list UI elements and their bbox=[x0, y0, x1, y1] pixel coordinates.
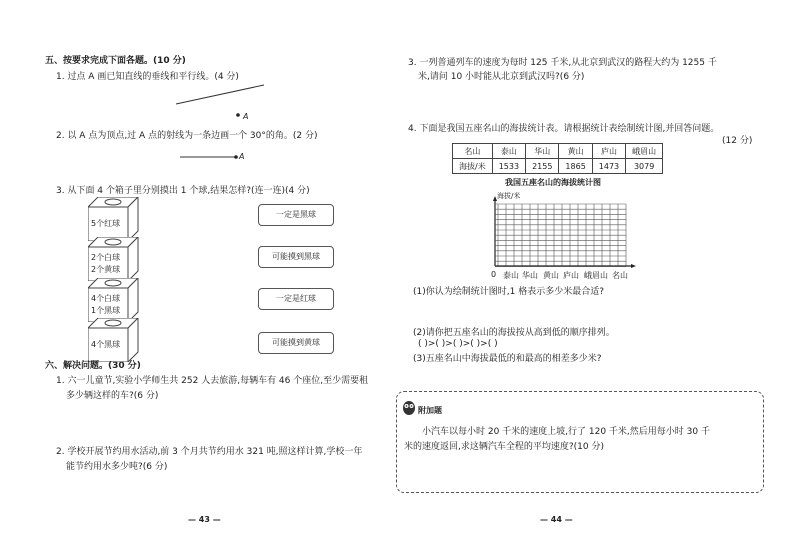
sub-question-2-blanks[interactable]: ( )>( )>( )>( )>( ) bbox=[418, 339, 498, 349]
chart-xlabel: 名山 bbox=[612, 271, 628, 280]
table-cell: 3079 bbox=[626, 159, 663, 174]
ball-box-4[interactable] bbox=[88, 318, 144, 362]
table-cell: 黄山 bbox=[559, 144, 592, 159]
box-1-line: 5个红球 bbox=[91, 219, 121, 228]
chart-xlabel: 庐山 bbox=[563, 271, 579, 280]
table-cell: 2155 bbox=[526, 159, 559, 174]
table-cell: 海拔/米 bbox=[453, 159, 493, 174]
page-number-left: — 43 — bbox=[188, 515, 221, 524]
section5-q2: 2. 以 A 点为顶点,过 A 点的射线为一条边画一个 30°的角。(2 分) bbox=[56, 131, 318, 141]
table-cell: 峨眉山 bbox=[626, 144, 663, 159]
section6-q1-line2: 多少辆这样的车?(6 分) bbox=[66, 391, 159, 401]
q1-point-label: A bbox=[243, 112, 249, 121]
chart-grid bbox=[490, 196, 640, 270]
ball-box-3[interactable] bbox=[88, 278, 144, 322]
given-line bbox=[176, 85, 264, 104]
table-header-row bbox=[453, 144, 663, 159]
section5-heading: 五、按要求完成下面各题。(10 分) bbox=[45, 56, 186, 66]
option-certain-red[interactable]: 一定是红球 bbox=[258, 288, 334, 310]
chart-xlabel: 华山 bbox=[522, 271, 538, 280]
table-row bbox=[453, 159, 663, 174]
section5-q3: 3. 从下面 4 个箱子里分别摸出 1 个球,结果怎样?(连一连)(4 分) bbox=[56, 186, 310, 196]
sub-question-3: (3)五座名山中海拔最低的和最高的相差多少米? bbox=[413, 354, 602, 364]
q2-point-label: A bbox=[239, 152, 245, 161]
right-q4-score: (12 分) bbox=[722, 136, 753, 146]
box-2-line-1: 2个白球 bbox=[91, 253, 121, 262]
sub-question-2: (2)请你把五座名山的海拔按从高到低的顺序排列。 bbox=[413, 328, 615, 338]
chart-ylabel: 海拔/米 bbox=[497, 192, 521, 200]
sub-question-1: (1)你认为绘制统计图时,1 格表示多少米最合适? bbox=[413, 287, 604, 297]
chart-xlabel: 黄山 bbox=[543, 271, 559, 280]
bonus-line-1: 小汽车以每小时 20 千米的速度上坡,行了 120 千米,然后用每小时 30 千 bbox=[422, 427, 710, 437]
q2-ray bbox=[178, 152, 240, 162]
box-3-line-2: 1个黑球 bbox=[91, 306, 121, 315]
box-4-line: 4个黑球 bbox=[91, 340, 121, 349]
section6-heading: 六、解决问题。(30 分) bbox=[45, 361, 141, 371]
table-cell: 华山 bbox=[526, 144, 559, 159]
section6-q2-line1: 2. 学校开展节约用水活动,前 3 个月共节约用水 321 吨,照这样计算,学校一年 bbox=[56, 447, 363, 457]
point-a-dot bbox=[236, 113, 240, 117]
ball-box-1[interactable] bbox=[88, 197, 144, 241]
owl-icon bbox=[402, 398, 416, 416]
ball-box-2[interactable] bbox=[88, 237, 144, 281]
option-certain-black[interactable]: 一定是黑球 bbox=[258, 204, 334, 226]
option-maybe-black[interactable]: 可能摸到黑球 bbox=[258, 246, 334, 268]
section6-q1-line1: 1. 六一儿童节,实验小学师生共 252 人去旅游,每辆车有 46 个座位,至少需要租 bbox=[56, 376, 369, 386]
q1-figure bbox=[170, 82, 270, 132]
table-cell: 名山 bbox=[453, 144, 493, 159]
altitude-table bbox=[452, 143, 663, 174]
table-cell: 庐山 bbox=[592, 144, 625, 159]
box-3-line-1: 4个白球 bbox=[91, 294, 121, 303]
chart-xlabel: 峨眉山 bbox=[584, 271, 608, 280]
section5-q1: 1. 过点 A 画已知直线的垂线和平行线。(4 分) bbox=[56, 72, 239, 82]
chart-title: 我国五座名山的海拔统计图 bbox=[505, 178, 601, 187]
table-cell: 1865 bbox=[559, 159, 592, 174]
bonus-title: 附加题 bbox=[418, 406, 442, 415]
table-cell: 1533 bbox=[492, 159, 525, 174]
right-q4-line1: 4. 下面是我国五座名山的海拔统计表。请根据统计表绘制统计图,并回答问题。 bbox=[408, 124, 720, 134]
right-q3-line2: 米,请问 10 小时能从北京到武汉吗?(6 分) bbox=[418, 72, 585, 82]
bonus-line-2: 米的速度返回,求这辆汽车全程的平均速度?(10 分) bbox=[404, 442, 604, 452]
chart-xlabel: 泰山 bbox=[503, 271, 519, 280]
table-cell: 1473 bbox=[592, 159, 625, 174]
right-q3-line1: 3. 一列普通列车的速度为每时 125 千米,从北京到武汉的路程大约为 1255 千 bbox=[408, 58, 717, 68]
section6-q2-line2: 能节约用水多少吨?(6 分) bbox=[66, 462, 168, 472]
option-maybe-yellow[interactable]: 可能摸到黄球 bbox=[258, 332, 334, 354]
page-number-right: — 44 — bbox=[540, 515, 573, 524]
chart-origin: 0 bbox=[491, 270, 497, 279]
box-2-line-2: 2个黄球 bbox=[91, 265, 121, 274]
table-cell: 泰山 bbox=[492, 144, 525, 159]
